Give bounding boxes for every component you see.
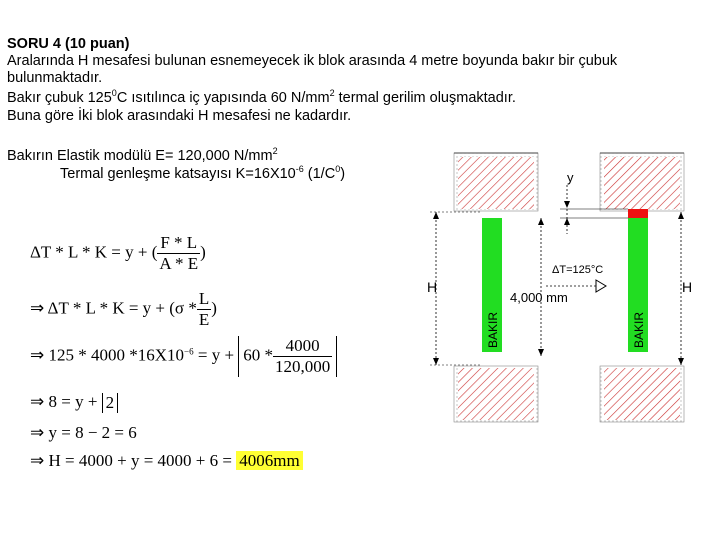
eq2-lhs: ⇒ ΔT * L * K = y + (σ * — [30, 298, 197, 318]
eq3-mid: = y + — [193, 345, 239, 365]
equation-3 — [30, 336, 337, 377]
line3-sup-1: 0 — [111, 88, 117, 98]
line3-part-a: Bakır çubuk 125 — [7, 90, 112, 106]
eq2-denominator: E — [198, 310, 210, 329]
question-line-3 — [7, 90, 516, 107]
eq1-fraction — [157, 233, 200, 274]
left-bar-label: BAKIR — [486, 311, 500, 348]
eq3-inner: 60 * — [243, 345, 274, 365]
eq2-numerator: L — [198, 289, 210, 308]
equation-6 — [30, 451, 303, 471]
eq1-denominator: A * E — [159, 254, 199, 273]
label-h-right: H — [682, 279, 693, 295]
eq3-exponent: −6 — [184, 346, 194, 357]
eq6-result-highlight: 4006mm — [236, 451, 302, 470]
eq3-bracket — [238, 336, 337, 377]
equation-1 — [30, 233, 206, 274]
eq2-close: ) — [211, 298, 217, 318]
eq1-lhs: ΔT * L * K = y + ( — [30, 242, 158, 262]
line3-part-b: C ısıtılınca iç yapısında 60 N/mm — [116, 90, 330, 106]
eq2-fraction — [197, 289, 211, 330]
equation-4 — [30, 392, 118, 413]
length-dimension — [538, 218, 544, 356]
bottom-right-block — [600, 366, 684, 422]
label-length: 4,000 mm — [510, 290, 568, 305]
question-line-1: Aralarında H mesafesi bulunan esnemeyecek ik blok arasında 4 metre boyunda bakır bir çubuk — [7, 53, 618, 69]
top-right-block — [600, 153, 684, 211]
line3-sup-2: 2 — [329, 88, 335, 98]
thermal-sup-2: 0 — [335, 164, 341, 174]
question-title: SORU 4 (10 puan) — [7, 36, 130, 52]
thermal-unit: (1/C — [303, 166, 336, 182]
eq4-bracket: 2 — [102, 393, 119, 413]
label-delta-t: ΔT=125°C — [552, 264, 604, 276]
eq3-numerator: 4000 — [285, 336, 320, 355]
thermal-text: Termal genleşme katsayısı K=16X10 — [60, 166, 296, 182]
question-line-4: Buna göre İki blok arasındaki H mesafesi ne kadardır. — [7, 108, 352, 124]
eq3-lhs: ⇒ 125 * 4000 *16X10 — [30, 345, 185, 365]
eq3-denominator: 120,000 — [275, 357, 331, 376]
eq4-lhs: ⇒ 8 = y + — [30, 392, 102, 411]
h-dimension-left — [430, 212, 480, 365]
question-line-2: bulunmaktadır. — [7, 70, 103, 86]
block-diagram — [400, 140, 700, 440]
equation-5: ⇒ y = 8 − 2 = 6 — [30, 423, 137, 442]
eq6-lhs: ⇒ H = 4000 + y = 4000 + 6 = — [30, 451, 237, 470]
given-thermal-coefficient — [60, 166, 345, 183]
eq1-close: ) — [200, 242, 206, 262]
given-elastic-modulus — [7, 148, 278, 165]
elastic-sup: 2 — [272, 146, 278, 156]
thermal-sup: -6 — [295, 164, 304, 174]
bottom-left-block — [454, 366, 538, 422]
eq3-fraction — [273, 336, 332, 377]
eq1-numerator: F * L — [160, 233, 198, 252]
label-y: y — [567, 170, 574, 185]
equation-2 — [30, 289, 217, 330]
line3-part-c: termal gerilim oluşmaktadır. — [334, 90, 516, 106]
right-bar-expansion — [628, 209, 648, 218]
elastic-text: Bakırın Elastik modülü E= 120,000 N/mm — [7, 148, 273, 164]
label-h-left: H — [427, 279, 438, 295]
top-left-block — [454, 153, 538, 211]
thermal-close: ) — [340, 166, 346, 182]
right-bar-label: BAKIR — [632, 311, 646, 348]
